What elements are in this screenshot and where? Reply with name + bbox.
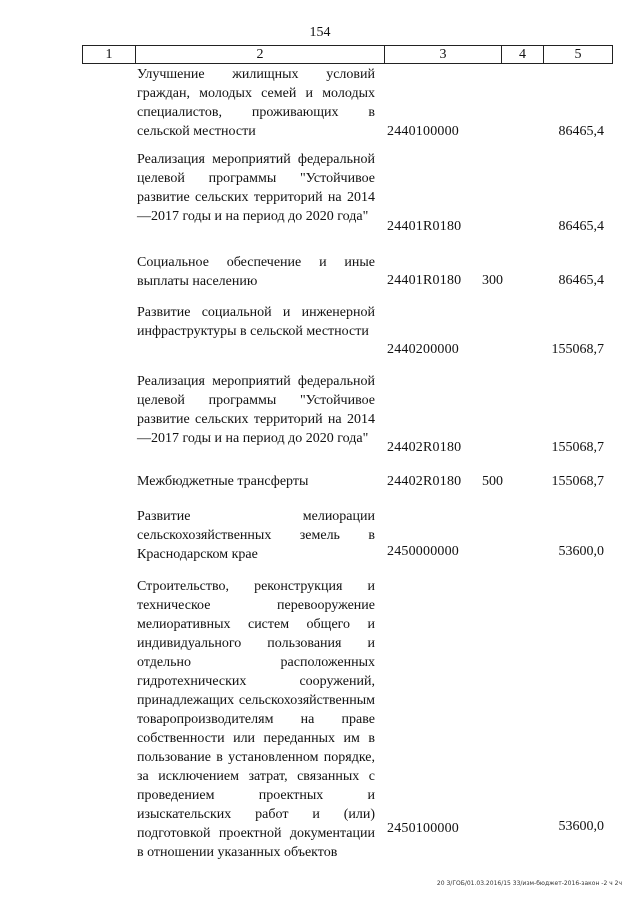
row-name: Строительство, реконструкция и техническое перевооружение мелиоративных систем общего и индивидуального пользования и отдельно расположенных гидротехнических сооружений, принадлежащих сельскохозяйственным товаропроизводителям на праве собственности или переданных им в пользование в установленном порядке, за исключением затрат, связанных с проведением проектных и изыскательских работ и (или) подготовкой проектной документации в отношении указанных объектов xyxy=(137,579,375,860)
row-amount: 155068,7 xyxy=(551,342,604,357)
header-col-4: 4 xyxy=(501,46,543,63)
row-amount: 86465,4 xyxy=(558,273,604,288)
row-name: Межбюджетные трансферты xyxy=(137,474,309,489)
row-code: 24402R0180 xyxy=(387,440,462,455)
header-col-5: 5 xyxy=(543,46,613,63)
header-col-1: 1 xyxy=(82,46,135,63)
row-vr: 300 xyxy=(482,273,503,288)
row-name: Развитие мелиорации сельскохозяйственных земель в Краснодарском крае xyxy=(137,509,375,562)
header-col-2: 2 xyxy=(135,46,384,63)
row-amount: 53600,0 xyxy=(558,544,604,559)
row-amount: 86465,4 xyxy=(558,219,604,234)
table-header xyxy=(82,45,613,64)
page-number: 154 xyxy=(309,25,331,40)
row-code: 2450100000 xyxy=(387,821,459,836)
row-amount: 155068,7 xyxy=(551,440,604,455)
row-vr: 500 xyxy=(482,474,503,489)
footer-stamp: 20 З/ГОБ/01.03.2016/15 33/изм-бюджет-2016-закон -2 ч 2ч xyxy=(436,880,622,887)
row-code: 2440200000 xyxy=(387,342,459,357)
row-code: 2440100000 xyxy=(387,124,459,139)
row-name: Реализация мероприятий федеральной целевой программы "Устойчивое развитие сельских территорий на 2014—2017 годы и на период до 2020 года" xyxy=(137,152,375,224)
row-code: 2450000000 xyxy=(387,544,459,559)
row-name: Социальное обеспечение и иные выплаты населению xyxy=(137,255,375,289)
row-amount: 53600,0 xyxy=(558,819,604,834)
row-code: 24402R0180 xyxy=(387,474,462,489)
row-name: Улучшение жилищных условий граждан, молодых семей и молодых специалистов, проживающих в сельской местности xyxy=(137,67,375,139)
row-name: Развитие социальной и инженерной инфраструктуры в сельской местности xyxy=(137,305,375,339)
row-code: 24401R0180 xyxy=(387,219,462,234)
header-col-3: 3 xyxy=(384,46,501,63)
row-amount: 155068,7 xyxy=(551,474,604,489)
row-code: 24401R0180 xyxy=(387,273,462,288)
row-amount: 86465,4 xyxy=(558,124,604,139)
row-name: Реализация мероприятий федеральной целевой программы "Устойчивое развитие сельских территорий на 2014—2017 годы и на период до 2020 года" xyxy=(137,374,375,446)
